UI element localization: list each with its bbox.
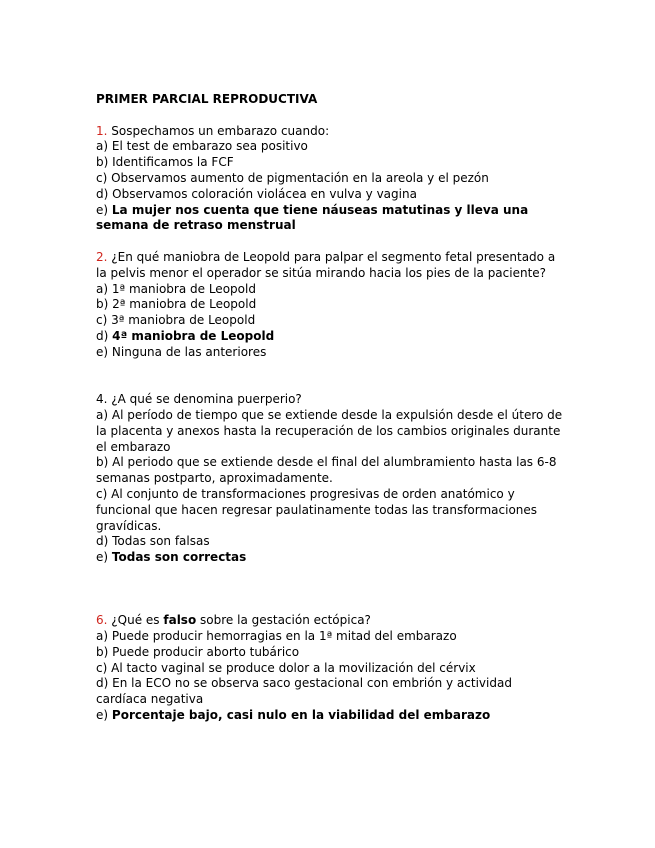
question-1-prompt xyxy=(96,124,566,140)
spacer xyxy=(96,361,566,393)
question-6-text-after: sobre la gestación ectópica? xyxy=(200,613,371,628)
option-letter: e) xyxy=(96,344,109,359)
option-letter: b) xyxy=(96,155,109,170)
question-6-number: 6. xyxy=(96,613,108,628)
question-6-text-before: ¿Qué es xyxy=(111,613,160,628)
option-6d xyxy=(96,676,566,708)
option-2b xyxy=(96,297,566,313)
question-1 xyxy=(96,124,566,235)
option-4c xyxy=(96,487,566,534)
question-4-prompt xyxy=(96,392,566,408)
spacer xyxy=(96,108,566,124)
option-text: Al período de tiempo que se extiende desde la expulsión desde el útero de la placenta y anexos hasta la recuperación de los cambios originales durante el embarazo xyxy=(96,407,563,454)
correct-answer-text: Porcentaje bajo, casi nulo en la viabilidad del embarazo xyxy=(111,708,491,723)
spacer xyxy=(96,566,566,613)
correct-answer-text: Todas son correctas xyxy=(111,550,247,565)
option-6b xyxy=(96,645,566,661)
option-1a xyxy=(96,139,566,155)
option-letter: b) xyxy=(96,455,109,470)
option-4b xyxy=(96,455,566,487)
option-letter: d) xyxy=(96,676,109,691)
option-letter: a) xyxy=(96,629,109,644)
option-text: Identificamos la FCF xyxy=(112,155,234,170)
option-4d xyxy=(96,534,566,550)
question-6 xyxy=(96,613,566,724)
option-text: 2ª maniobra de Leopold xyxy=(112,297,257,312)
correct-answer-text: 4ª maniobra de Leopold xyxy=(112,328,275,343)
question-6-keyword: falso xyxy=(163,613,197,628)
option-text: Puede producir aborto tubárico xyxy=(112,644,300,659)
option-text: Todas son falsas xyxy=(112,534,210,549)
option-letter: d) xyxy=(96,328,109,343)
spacer xyxy=(96,234,566,250)
option-letter: c) xyxy=(96,313,108,328)
correct-answer-text: La mujer nos cuenta que tiene náuseas matutinas y lleva una semana de retraso menstrual xyxy=(96,202,529,233)
option-4a xyxy=(96,408,566,455)
option-letter: e) xyxy=(96,202,109,217)
option-letter: e) xyxy=(96,550,109,565)
option-text: Al conjunto de transformaciones progresivas de orden anatómico y funcional que hacen regresar paulatinamente todas las transformaciones gravídicas. xyxy=(96,486,538,533)
option-letter: d) xyxy=(96,186,109,201)
question-2-text: ¿En qué maniobra de Leopold para palpar el segmento fetal presentado a la pelvis menor el operador se sitúa mirando hacia los pies de la paciente? xyxy=(96,249,556,280)
option-text: Al periodo que se extiende desde el final del alumbramiento hasta las 6-8 semanas postparto, aproximadamente. xyxy=(96,455,557,486)
option-1b xyxy=(96,155,566,171)
option-text: 3ª maniobra de Leopold xyxy=(111,313,256,328)
document-title: PRIMER PARCIAL REPRODUCTIVA xyxy=(96,92,318,106)
option-letter: d) xyxy=(96,534,109,549)
option-1d xyxy=(96,187,566,203)
option-text: Observamos coloración violácea en vulva y vagina xyxy=(112,186,417,201)
question-6-prompt xyxy=(96,613,566,629)
question-4-number: 4. xyxy=(96,392,108,407)
option-2e xyxy=(96,345,566,361)
option-letter: c) xyxy=(96,660,108,675)
option-letter: c) xyxy=(96,486,108,501)
question-1-text: Sospechamos un embarazo cuando: xyxy=(111,123,330,138)
option-6a xyxy=(96,629,566,645)
option-text: Ninguna de las anteriores xyxy=(111,344,267,359)
option-letter: b) xyxy=(96,297,109,312)
document-page xyxy=(96,92,566,724)
question-2 xyxy=(96,250,566,361)
option-text: En la ECO no se observa saco gestacional con embrión y actividad cardíaca negativa xyxy=(96,676,512,707)
option-6c xyxy=(96,661,566,677)
option-6e-correct xyxy=(96,708,566,724)
question-1-number: 1. xyxy=(96,123,108,138)
option-1c xyxy=(96,171,566,187)
option-letter: e) xyxy=(96,708,109,723)
option-1e-correct xyxy=(96,203,566,235)
question-4-text: ¿A qué se denomina puerperio? xyxy=(111,392,302,407)
option-letter: a) xyxy=(96,407,109,422)
question-4 xyxy=(96,392,566,566)
option-text: Puede producir hemorragias en la 1ª mitad del embarazo xyxy=(111,629,457,644)
option-text: Observamos aumento de pigmentación en la areola y el pezón xyxy=(111,170,489,185)
option-text: 1ª maniobra de Leopold xyxy=(111,281,256,296)
option-text: Al tacto vaginal se produce dolor a la movilización del cérvix xyxy=(111,660,476,675)
option-letter: a) xyxy=(96,281,109,296)
option-text: El test de embarazo sea positivo xyxy=(111,139,308,154)
option-2c xyxy=(96,313,566,329)
option-letter: c) xyxy=(96,170,108,185)
option-letter: b) xyxy=(96,644,109,659)
question-2-number: 2. xyxy=(96,249,108,264)
question-2-prompt xyxy=(96,250,566,282)
option-4e-correct xyxy=(96,550,566,566)
option-2d-correct xyxy=(96,329,566,345)
option-letter: a) xyxy=(96,139,109,154)
option-2a xyxy=(96,282,566,298)
